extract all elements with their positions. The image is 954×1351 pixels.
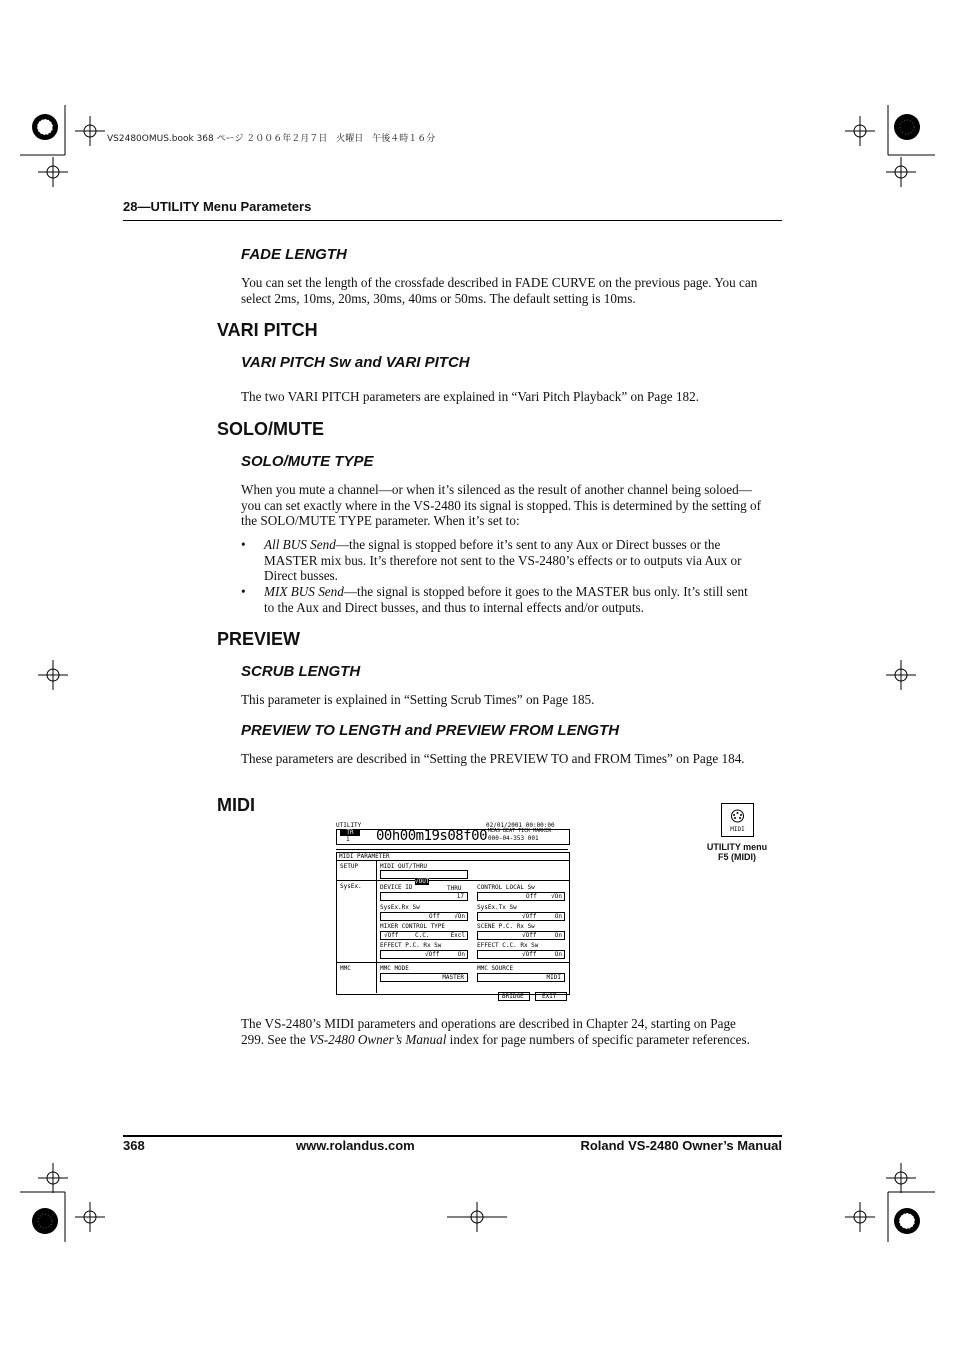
effect-pc-on: On — [457, 951, 465, 958]
midi-caption-line1: UTILITY menu — [706, 842, 768, 852]
fade-length-text: You can set the length of the crossfade described in FADE CURVE on the previous page. You can select 2ms, 10ms, 20ms, 30ms, 40ms or 50ms. The default setting is 10ms. — [241, 275, 758, 306]
solo-mute-heading: SOLO/MUTE — [217, 419, 324, 439]
sysex-rx-label: SysEx.Rx Sw — [380, 904, 420, 911]
sysex-tx-label: SysEx.Tx Sw — [477, 904, 517, 911]
solo-mute-subheading: SOLO/MUTE TYPE — [241, 453, 374, 470]
midi-text-italic: VS-2480 Owner’s Manual — [309, 1031, 447, 1047]
preview-length-heading: PREVIEW TO LENGTH and PREVIEW FROM LENGTH — [241, 722, 620, 739]
mmc-label: MMC — [340, 965, 351, 972]
mixer-control-off: √Off — [384, 932, 399, 939]
effect-pc-off: √Off — [425, 951, 440, 958]
effect-cc-field[interactable] — [477, 950, 565, 959]
exit-button-label: EXIT — [542, 993, 557, 1000]
mmc-source-field[interactable] — [477, 973, 565, 982]
midi-connector-icon — [721, 803, 754, 837]
param-title: MIDI PARAMETER — [339, 853, 390, 860]
mmc-mode-label: MMC MODE — [380, 965, 409, 972]
control-local-field[interactable] — [477, 892, 565, 901]
lcd-date: 02/01/2001 00:00:00 — [486, 822, 555, 829]
control-local-on: √On — [551, 893, 562, 900]
sysex-tx-on: On — [554, 913, 562, 920]
scene-pc-field[interactable] — [477, 931, 565, 940]
midi-thru-value: THRU — [447, 885, 462, 892]
footer-rule — [123, 1135, 782, 1137]
scene-pc-off: √Off — [522, 932, 537, 939]
sysex-rx-field[interactable] — [380, 912, 468, 921]
mixer-control-field[interactable] — [380, 931, 468, 940]
lcd-tr-number: 1 — [346, 836, 350, 843]
midi-caption-line2: F5 (MIDI) — [718, 852, 756, 862]
time-small-values: 000-04-353 001 — [488, 835, 539, 842]
midi-text-post: index for page numbers of specific parameter references. — [446, 1031, 750, 1047]
mmc-source-value: MIDI — [546, 974, 561, 981]
mixer-control-excl: Excl — [450, 932, 465, 939]
device-id-value: 17 — [456, 893, 464, 900]
setup-label: SETUP — [340, 863, 359, 870]
vari-pitch-subheading: VARI PITCH Sw and VARI PITCH — [241, 354, 470, 371]
mixer-control-cc: C.C. — [415, 932, 430, 939]
effect-cc-off: √Off — [522, 951, 537, 958]
solo-mute-text: When you mute a channel—or when it’s silenced as the result of another channel being soloed—you can set exactly where in the VS-2480 its signal is stopped. This is determined by the setting of the SOLO/MUTE TYPE parameter. When it’s set to: — [241, 482, 761, 529]
effect-pc-label: EFFECT P.C. Rx Sw — [380, 942, 442, 949]
effect-pc-field[interactable] — [380, 950, 468, 959]
footer-url: www.rolandus.com — [296, 1138, 415, 1153]
time-small-labels: MEAS BEAT TICK MARKER — [488, 828, 552, 834]
device-id-field[interactable] — [380, 892, 468, 901]
bullet-term: All BUS Send — [264, 537, 336, 552]
effect-cc-on: On — [554, 951, 562, 958]
effect-cc-label: EFFECT C.C. Rx Sw — [477, 942, 539, 949]
control-local-off: Off — [526, 893, 537, 900]
device-id-label: DEVICE ID — [380, 884, 413, 891]
bullet-text: —the signal is stopped before it goes to the MASTER bus only. It’s still sent to the Aux and Direct busses, and thus to internal effects and/or outputs. — [264, 584, 748, 615]
page-number: 368 — [123, 1138, 145, 1153]
midi-icon-label: MIDI — [730, 826, 745, 833]
list-item: • MIX BUS Send—the signal is stopped before it goes to the MASTER bus only. It’s still sent to the Aux and Direct busses, and thus to internal effects and/or outputs. — [241, 584, 748, 615]
vari-pitch-text: The two VARI PITCH parameters are explained in “Vari Pitch Playback” on Page 182. — [241, 389, 700, 404]
midi-out-thru-label: MIDI OUT/THRU — [380, 863, 427, 870]
bridge-button[interactable] — [498, 992, 530, 1001]
scene-pc-label: SCENE P.C. Rx Sw — [477, 923, 535, 930]
mmc-source-label: MMC SOURCE — [477, 965, 514, 972]
list-item: • All BUS Send—the signal is stopped before it’s sent to any Aux or Direct busses or the MASTER mix bus. It’s therefore not sent to the VS-2480’s effects or to outputs via Aux or Direct busses. — [241, 537, 742, 584]
print-meta-line: VS2480OMUS.book 368 ページ ２００６年２月７日 火曜日 午後４時１６分 — [107, 134, 436, 144]
bullet-term: MIX BUS Send — [264, 584, 344, 599]
preview-heading: PREVIEW — [217, 629, 301, 649]
bridge-button-label: BRIDGE — [502, 993, 524, 1000]
scrub-length-heading: SCRUB LENGTH — [241, 663, 361, 680]
header-rule — [123, 220, 782, 221]
scene-pc-on: On — [554, 932, 562, 939]
lcd-title: UTILITY — [336, 822, 362, 829]
vari-pitch-heading: VARI PITCH — [217, 320, 318, 340]
mmc-mode-field[interactable] — [380, 973, 468, 982]
sysex-tx-field[interactable] — [477, 912, 565, 921]
time-counter: 00h00m19s08f00 — [376, 828, 488, 844]
midi-heading: MIDI — [217, 795, 255, 815]
sysex-rx-on: √On — [454, 913, 465, 920]
track-indicator-row — [336, 843, 568, 850]
fade-length-heading: FADE LENGTH — [241, 246, 347, 263]
mixer-control-label: MIXER CONTROL TYPE — [380, 923, 446, 930]
running-header: 28—UTILITY Menu Parameters — [123, 199, 312, 214]
midi-out-value: √OUT — [415, 878, 430, 885]
sysex-label: SysEx. — [340, 883, 362, 890]
midi-text-pre: The VS-2480’s MIDI parameters and operations are described in Chapter 24, starting on Page 299. See the — [241, 1016, 736, 1047]
lcd-screenshot — [336, 822, 570, 999]
control-local-label: CONTROL LOCAL Sw — [477, 884, 535, 891]
sysex-tx-off: √Off — [522, 913, 537, 920]
preview-length-text: These parameters are described in “Setting the PREVIEW TO and FROM Times” on Page 184. — [241, 751, 745, 766]
scrub-length-text: This parameter is explained in “Setting Scrub Times” on Page 185. — [241, 692, 595, 707]
lcd-tr-label: TR — [340, 829, 360, 836]
exit-button[interactable] — [535, 992, 567, 1001]
bullet-text: —the signal is stopped before it’s sent to any Aux or Direct busses or the MASTER mix bus. It’s therefore not sent to the VS-2480’s effects or to outputs via Aux or Direct busses. — [264, 537, 742, 584]
footer-manual-title: Roland VS-2480 Owner’s Manual — [580, 1138, 782, 1153]
sysex-rx-off: Off — [429, 913, 440, 920]
mmc-mode-value: MASTER — [442, 974, 464, 981]
midi-text — [241, 1016, 761, 1047]
